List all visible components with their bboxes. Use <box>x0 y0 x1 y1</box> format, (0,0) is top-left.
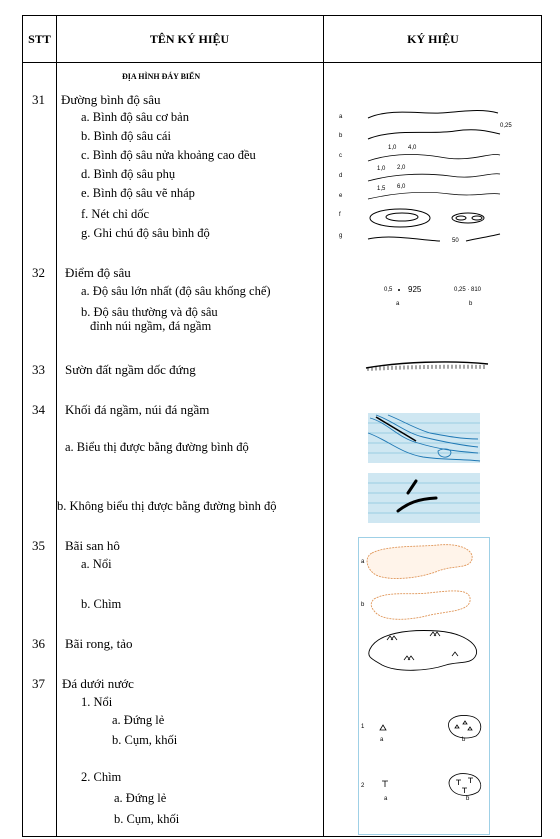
row-number: 35 <box>32 538 45 553</box>
row-item: đỉnh núi ngầm, đá ngầm <box>90 319 212 333</box>
symbol-letter: b <box>466 796 470 802</box>
symbol-letter: b <box>462 737 466 743</box>
header-symbol: KÝ HIỆU <box>407 31 459 46</box>
header-stt: STT <box>28 31 51 46</box>
symbol-letter: a <box>380 737 384 743</box>
row-item: a. Biểu thị được bằng đường bình độ <box>65 440 249 454</box>
symbol-letter: b <box>469 301 473 307</box>
symbol-number: 2 <box>361 783 365 789</box>
row-item: a. Bình độ sâu cơ bản <box>81 110 189 124</box>
row-item: c. Bình độ sâu nửa khoảng cao đều <box>81 148 256 162</box>
row-item: a. Độ sâu lớn nhất (độ sâu khống chế) <box>81 284 271 298</box>
row-item: 2. Chìm <box>81 770 122 784</box>
row-number: 36 <box>32 636 45 651</box>
row-number: 34 <box>32 402 45 417</box>
row-item: a. Nổi <box>81 557 112 571</box>
row-title: Bãi san hô <box>65 538 120 553</box>
row-item: b. Bình độ sâu cái <box>81 129 171 143</box>
symbol-letter: a <box>384 796 388 802</box>
section-title: ĐỊA HÌNH ĐÁY BIỂN <box>122 72 201 81</box>
header-name: TÊN KÝ HIỆU <box>149 31 230 46</box>
row-number: 32 <box>32 265 45 280</box>
row-item: f. Nét chỉ dốc <box>81 207 150 221</box>
row-item: 1. Nổi <box>81 695 113 709</box>
row-title: Đường bình độ sâu <box>61 92 161 107</box>
symbol-letter: e <box>339 193 343 199</box>
row-item: b. Độ sâu thường và độ sâu <box>81 305 218 319</box>
symbol-letter: d <box>339 173 343 179</box>
symbol-letter: a <box>339 114 343 120</box>
row-title: Khối đá ngầm, núi đá ngầm <box>65 402 210 417</box>
symbol-letter: f <box>339 212 341 218</box>
symbol-letter: g <box>339 233 343 239</box>
symbol-label: 0,25 <box>500 123 512 129</box>
row-title: Sườn đất ngầm dốc đứng <box>65 362 196 377</box>
row-title: Đá dưới nước <box>62 676 134 691</box>
depth-point-value: 0,25 · 810 <box>454 287 482 293</box>
symbol-number: 1 <box>361 724 365 730</box>
symbol-letter: c <box>339 153 342 159</box>
symbol-label: 1,0 <box>388 145 397 151</box>
symbol-label: 1,5 <box>377 186 386 192</box>
row-item: b. Cụm, khối <box>112 733 178 747</box>
row-item: e. Bình độ sâu vẽ nháp <box>81 186 195 200</box>
row-number: 31 <box>32 92 45 107</box>
symbol-letter: b <box>339 133 343 139</box>
row-title: Bãi rong, tảo <box>65 636 133 651</box>
row-item: d. Bình độ sâu phụ <box>81 167 176 181</box>
depth-point-value: 925 <box>408 285 422 294</box>
row-item: g. Ghi chú độ sâu bình độ <box>81 226 210 240</box>
symbol-label: 50 <box>452 238 459 244</box>
row-number: 37 <box>32 676 45 691</box>
row-item: a. Đứng lẻ <box>114 791 167 805</box>
symbol-letter: a <box>396 301 400 307</box>
symbol-letter: a <box>361 559 365 565</box>
symbol-label: 4,0 <box>408 145 417 151</box>
symbol-letter: b <box>361 602 365 608</box>
symbol-label: 1,0 <box>377 166 386 172</box>
symbol-label: 2,0 <box>397 165 406 171</box>
row-item: a. Đứng lẻ <box>112 713 165 727</box>
row-number: 33 <box>32 362 45 377</box>
row-title: Điểm độ sâu <box>65 265 131 280</box>
depth-point-size: 0,5 <box>384 287 393 293</box>
row-item: b. Không biểu thị được bằng đường bình độ <box>57 499 277 513</box>
symbol-label: 6,0 <box>397 184 406 190</box>
row-item: b. Chìm <box>81 597 122 611</box>
row-item: b. Cụm, khối <box>114 812 180 826</box>
